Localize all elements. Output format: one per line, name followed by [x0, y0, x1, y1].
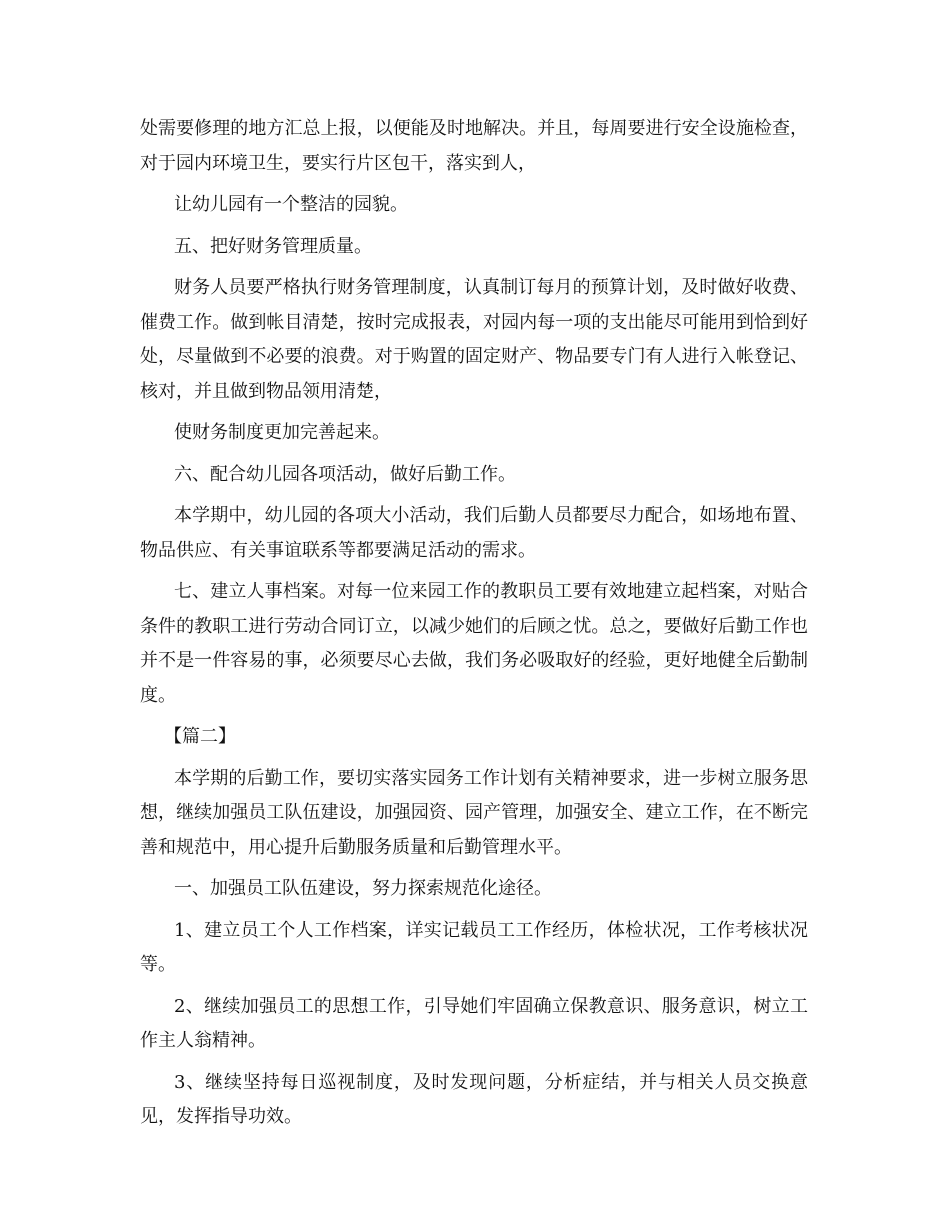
- list-item-3-daily-inspection: 3、继续坚持每日巡视制度，及时发现问题，分析症结，并与相关人员交换意见，发挥指导功效。: [140, 1071, 808, 1127]
- heading-finance-quality: 五、把好财务管理质量。: [174, 235, 372, 257]
- list-item-2-staff-ideology: 2、继续加强员工的思想工作，引导她们牢固确立保教意识、服务意识，树立工作主人翁精神。: [140, 995, 808, 1051]
- heading-cooperate-activities: 六、配合幼儿园各项活动，做好后勤工作。: [174, 463, 516, 485]
- heading-staff-team: 一、加强员工队伍建设，努力探索规范化途径。: [174, 878, 552, 899]
- document-body: [140, 112, 808, 1142]
- paragraph-activities-support: 本学期中，幼儿园的各项大小活动，我们后勤人员都要尽力配合，如场地布置、物品供应、有关事谊联系等都要满足活动的需求。: [140, 505, 808, 561]
- paragraph-clean-appearance: 让幼儿园有一个整洁的园貌。: [174, 194, 408, 215]
- paragraph-finance-staff: 财务人员要严格执行财务管理制度，认真制订每月的预算计划，及时做好收费、催费工作。做到帐目清楚，按时完成报表，对园内每一项的支出能尽可能用到恰到好处，尽量做到不必要的浪费。对于购置的固定财产、物品要专门有人进行入帐登记、核对，并且做到物品领用清楚，: [140, 277, 808, 402]
- paragraph-finance-system: 使财务制度更加完善起来。: [174, 422, 390, 443]
- paragraph-personnel-files: 七、建立人事档案。对每一位来园工作的教职员工要有效地建立起档案，对贴合条件的教职工进行劳动合同订立，以减少她们的后顾之忧。总之，要做好后勤工作也并不是一件容易的事，必须要尽心去做，我们务必吸取好的经验，更好地健全后勤制度。: [140, 581, 808, 706]
- paragraph-semester-logistics: 本学期的后勤工作，要切实落实园务工作计划有关精神要求，进一步树立服务思想，继续加强员工队伍建设，加强园资、园产管理，加强安全、建立工作，在不断完善和规范中，用心提升后勤服务质量和后勤管理水平。: [140, 767, 808, 858]
- section-label-part-two: 【篇二】: [164, 726, 236, 747]
- list-item-1-staff-files: 1、建立员工个人工作档案，详实记载员工工作经历，体检状况，工作考核状况等。: [140, 919, 808, 975]
- paragraph-repair-report: 处需要修理的地方汇总上报，以便能及时地解决。并且，每周要进行安全设施检查，对于园内环境卫生，要实行片区包干，落实到人，: [140, 118, 808, 174]
